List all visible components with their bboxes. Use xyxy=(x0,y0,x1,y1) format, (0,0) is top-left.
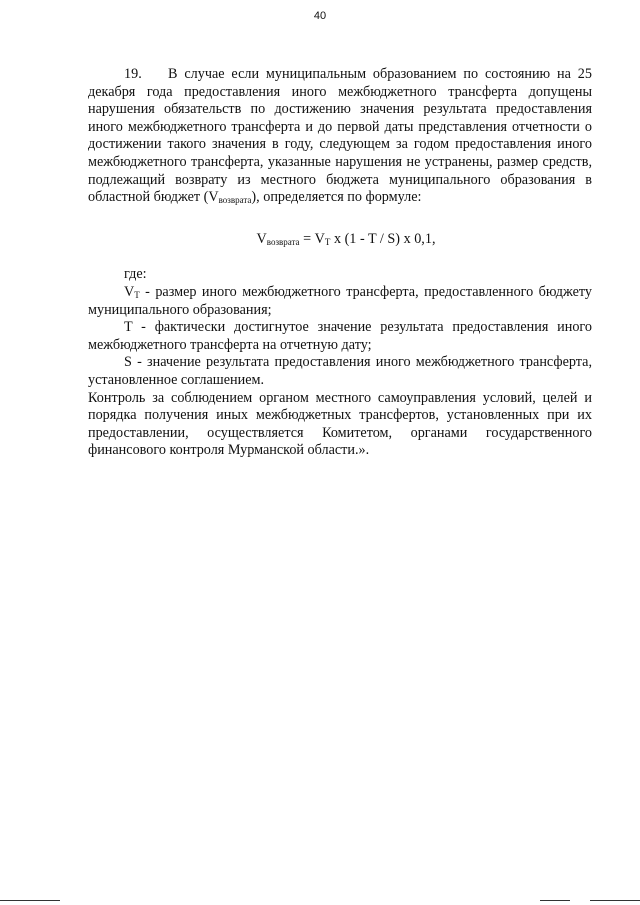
formula-vt-subscript: Т xyxy=(324,236,331,247)
v-return-subscript: возврата xyxy=(218,195,252,206)
bottom-right-rule xyxy=(590,900,640,901)
definition-t: T - фактически достигнутое значение результата предоставления иного межбюджетного трансферта на отчетную дату; xyxy=(88,319,592,353)
where-label: где: xyxy=(124,266,147,283)
formula-v-subscript: возврата xyxy=(266,236,300,247)
vt-subscript: Т xyxy=(134,289,140,300)
formula-v: V xyxy=(256,230,267,247)
definition-vt xyxy=(88,284,592,319)
page-number: 40 xyxy=(313,10,327,22)
formula-equals: = V xyxy=(299,230,325,247)
paragraph-19-tail: ), определяется по формуле: xyxy=(251,189,422,206)
vt-definition-text: - размер иного межбюджетного трансферта, предоставленного бюджету муниципального образования; xyxy=(88,283,592,318)
bottom-mid-rule xyxy=(540,900,570,901)
formula xyxy=(88,231,592,249)
definition-s: S - значение результата предоставления иного межбюджетного трансферта, установленное соглашением. xyxy=(88,354,592,388)
control-paragraph: Контроль за соблюдением органом местного самоуправления условий, целей и порядка получения иных межбюджетных трансфертов, установленных при их предоставлении, осуществляется Комитетом, органами государственного финансового контроля Мурманской области.». xyxy=(88,389,592,459)
vt-letter: V xyxy=(124,283,135,300)
paragraph-19 xyxy=(88,66,592,207)
paragraph-19-text: В случае если муниципальным образованием по состоянию на 25 декабря года предоставления иного межбюджетного трансферта допущены нарушения обязательств по достижению значения результата предоставления иного межбюджетного трансферта и до первой даты представления отчетности о достижении такого значения в году, следующем за годом предоставления иного межбюджетного трансферта, указанные нарушения не устранены, размер средств, подлежащий возврату из местного бюджета муниципального образования в областной бюджет (V xyxy=(88,66,592,206)
formula-rest: x (1 - T / S) x 0,1, xyxy=(330,230,436,247)
document-body xyxy=(88,66,592,460)
paragraph-number: 19. xyxy=(124,66,142,82)
bottom-left-rule xyxy=(0,900,60,901)
